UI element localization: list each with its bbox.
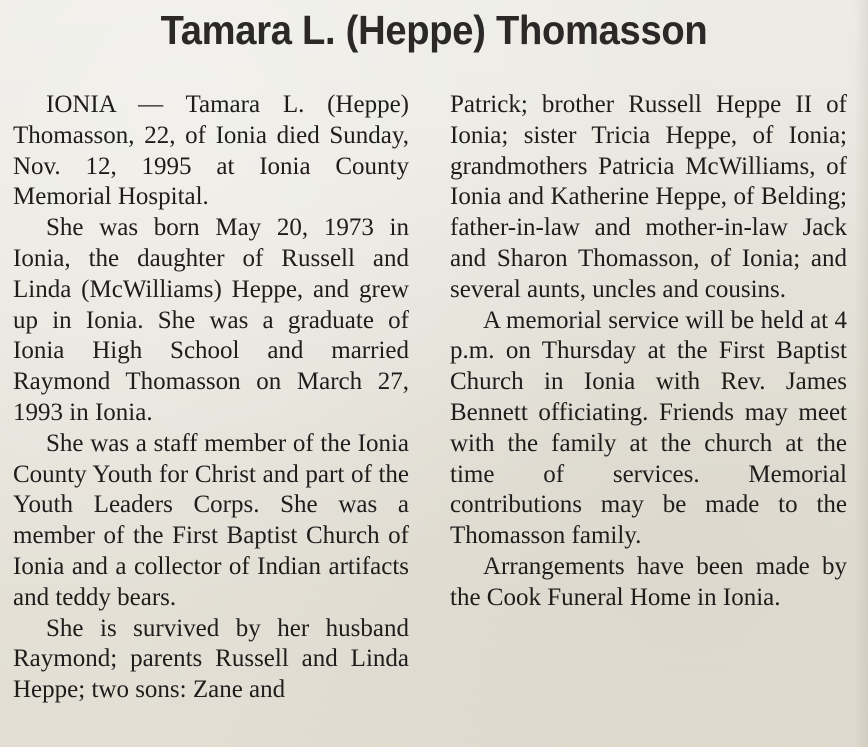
- left-column: [13, 90, 409, 706]
- paragraph-death-notice: IONIA — Tamara L. (Heppe) Thomasson, 22, of Ionia died Sunday, Nov. 12, 1995 at Ionia County Memorial Hospital.: [13, 91, 409, 211]
- paragraph-survivors-continued: Patrick; brother Russell Heppe II of Ionia; sister Tricia Heppe, of Ionia; grandmothers Patricia McWilliams, of Ionia and Katherine Heppe, of Belding; father-in-law and mother-in-law Jack and Sharon Thomasson, of Ionia; and several aunts, uncles and cousins.: [450, 91, 847, 303]
- obituary-headline: Tamara L. (Heppe) Thomasson: [160, 7, 708, 53]
- paragraph-activities: She was a staff member of the Ionia County Youth for Christ and part of the Youth Leaders Corps. She was a member of the First Baptist Church of Ionia and a collector of Indian artifacts and teddy bears.: [13, 429, 409, 611]
- paragraph-arrangements: Arrangements have been made by the Cook Funeral Home in Ionia.: [450, 552, 847, 611]
- paragraph-memorial-service: A memorial service will be held at 4 p.m. on Thursday at the First Baptist Church in Ionia with Rev. James Bennett officiating. Friends may meet with the family at the church at the time of services. Memorial contributions may be made to the Thomasson family.: [450, 306, 847, 550]
- paragraph-biography: She was born May 20, 1973 in Ionia, the daughter of Russell and Linda (McWilliams) Heppe, and grew up in Ionia. She was a graduate of Ionia High School and married Raymond Thomasson on March 27, 1993 in Ionia.: [13, 214, 409, 426]
- paragraph-survivors-start: She is survived by her husband Raymond; parents Russell and Linda Heppe; two sons: Zane and: [13, 614, 409, 704]
- paper-edge-shadow: [854, 0, 868, 747]
- right-column: [450, 90, 847, 614]
